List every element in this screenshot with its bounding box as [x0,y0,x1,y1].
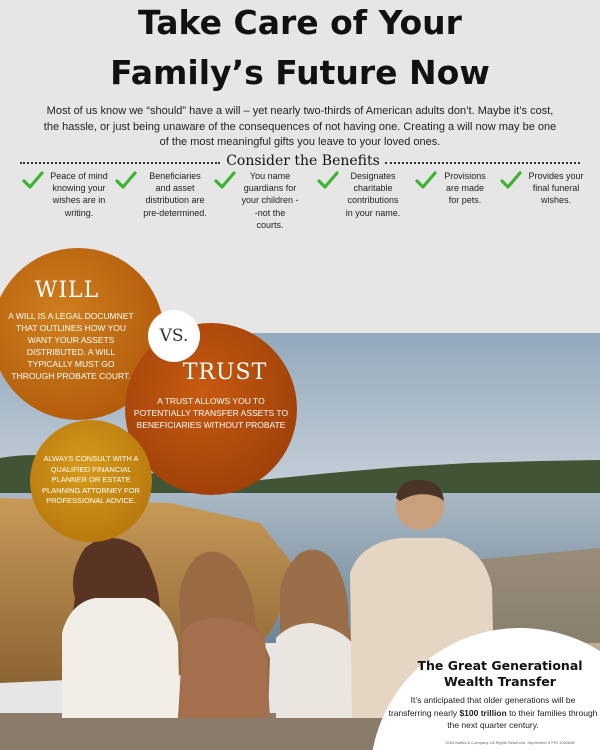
wealth-text-before: It’s anticipated that older generations will be transferring nearly [388,695,576,718]
benefit-text: Provides your final funeral wishes. [528,171,584,206]
check-icon [317,170,339,190]
benefit-item [115,170,209,219]
wealth-text-after: to their families through the next quarter century. [447,707,598,730]
page-title [0,0,600,94]
benefits-header [20,155,580,171]
benefit-item [214,170,300,231]
dotted-divider-right [385,162,580,164]
wealth-transfer-title: The Great Generational Wealth Transfer [417,658,583,689]
wealth-transfer-text [388,694,598,732]
benefit-text: Provisions are made for pets. [444,171,486,206]
title-line-2: Family’s Future Now [110,53,490,92]
benefit-text: You name guardians for your children --not the courts. [241,171,299,230]
copyright-footnote: 2025 Buffini & Company. All Rights Reserved. September 5 P/N 1052668 [445,740,575,745]
advice-text: ALWAYS CONSULT WITH A QUALIFIED FINANCIAL PLANNER OR ESTATE PLANNING ATTORNEY FOR PROFESSIONAL ADVICE. [42,454,140,505]
check-icon [22,170,44,190]
check-icon [214,170,236,190]
title-line-1: Take Care of Your [138,3,462,42]
benefit-item [317,170,403,219]
trust-description: A TRUST ALLOWS YOU TO POTENTIALLY TRANSFER ASSETS TO BENEFICIARIES WITHOUT PROBATE [133,396,289,430]
intro-paragraph: Most of us know we “should” have a will – yet nearly two-thirds of American adults don’t. Maybe it’s cost, the hassle, or just being unaware of the consequences of not having one. Creating a will now may be one of the most meaningful gifts you leave to your loved ones. [43,105,557,148]
benefit-item [22,170,110,219]
wealth-highlight: $100 trillion [459,707,507,718]
benefit-text: Peace of mind knowing your wishes are in writing. [50,171,108,218]
benefit-text: Beneficiaries and asset distribution are pre-determined. [143,171,207,218]
check-icon [415,170,437,190]
will-description: A WILL IS A LEGAL DOCUMNET THAT OUTLINES HOW YOU WANT YOUR ASSETS DISTRIBUTED. A WILL TYPICALLY MUST GO THROUGH PROBATE COURT. [8,311,134,381]
benefit-item [415,170,489,207]
trust-heading: TRUST [182,360,268,385]
will-heading: WILL [34,278,100,303]
check-icon [500,170,522,190]
benefit-text: Designates charitable contributions in your name. [345,171,401,218]
benefit-item [500,170,586,207]
advice-circle [30,420,152,542]
check-icon [115,170,137,190]
dotted-divider-left [20,162,220,164]
vs-badge: VS. [148,310,200,362]
benefits-heading: Consider the Benefits [226,153,380,169]
